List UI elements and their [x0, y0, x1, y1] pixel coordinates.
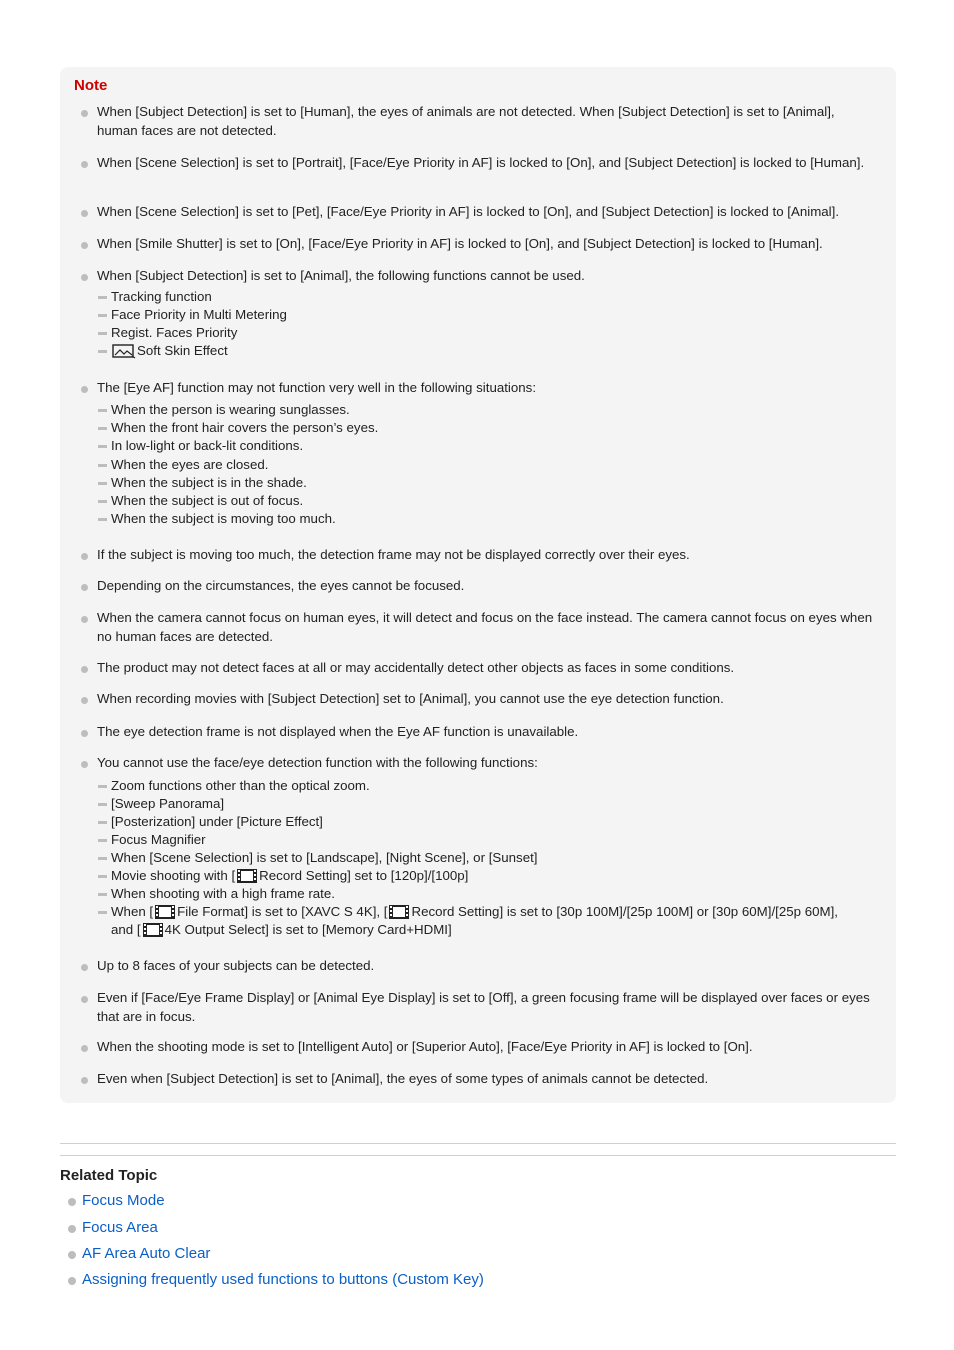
sub-item: When the subject is in the shade. [111, 474, 881, 492]
related-link-focus-mode[interactable]: Focus Mode [82, 1192, 165, 1209]
note-item: The product may not detect faces at all or may accidentally detect other objects as faces in some conditions. [97, 659, 877, 678]
sub-item: [Posterization] under [Picture Effect] [111, 813, 881, 831]
note-item: The eye detection frame is not displayed when the Eye AF function is unavailable. [97, 723, 877, 742]
related-link-af-area-auto-clear[interactable]: AF Area Auto Clear [82, 1245, 211, 1262]
soft-skin-effect-label: Soft Skin Effect [137, 343, 228, 358]
note-title: Note [74, 77, 108, 94]
sub-item: Movie shooting with [ Record Setting] set to [120p]/[100p] [111, 867, 881, 885]
note-item: When recording movies with [Subject Detection] set to [Animal], you cannot use the eye detection function. [97, 690, 877, 709]
sub-item: When [ File Format] is set to [XAVC S 4K], [ Record Setting] is set to [30p 100M]/[25p 100M] or [30p 60M]/[25p 60M], and [ 4K Output Select] is set to [Memory Card+HDMI] [111, 903, 881, 939]
movie-icon [142, 922, 164, 938]
sub-item: [Sweep Panorama] [111, 795, 881, 813]
sub-item: Focus Magnifier [111, 831, 881, 849]
related-topic-title: Related Topic [60, 1167, 158, 1184]
divider [60, 1155, 896, 1156]
related-link-focus-area[interactable]: Focus Area [82, 1219, 158, 1236]
divider [60, 1143, 896, 1144]
sub-item: In low-light or back-lit conditions. [111, 437, 881, 455]
note-item: When [Scene Selection] is set to [Pet], [Face/Eye Priority in AF] is locked to [On], and [Subject Detection] is locked to [Animal]. [97, 203, 877, 222]
sub-item: When the eyes are closed. [111, 456, 881, 474]
note-item: Up to 8 faces of your subjects can be detected. [97, 957, 877, 976]
note-item: Depending on the circumstances, the eyes cannot be focused. [97, 577, 877, 596]
sub-item [111, 342, 881, 360]
sub-item: When the subject is moving too much. [111, 510, 881, 528]
note-item: If the subject is moving too much, the detection frame may not be displayed correctly over their eyes. [97, 546, 877, 565]
related-link-custom-key[interactable]: Assigning frequently used functions to buttons (Custom Key) [82, 1271, 484, 1288]
movie-icon [388, 904, 410, 920]
sub-item: When the subject is out of focus. [111, 492, 881, 510]
sub-item: Face Priority in Multi Metering [111, 306, 881, 324]
note-item: When [Subject Detection] is set to [Animal], the following functions cannot be used. [97, 267, 877, 286]
note-item: When the camera cannot focus on human eyes, it will detect and focus on the face instead. The camera cannot focus on eyes when no human faces are detected. [97, 609, 877, 646]
sub-item: Tracking function [111, 288, 881, 306]
soft-skin-effect-icon [112, 343, 136, 359]
note-item: When [Smile Shutter] is set to [On], [Face/Eye Priority in AF] is locked to [On], and [Subject Detection] is locked to [Human]. [97, 235, 877, 254]
note-item: Even when [Subject Detection] is set to [Animal], the eyes of some types of animals cannot be detected. [97, 1070, 877, 1089]
sub-item: When shooting with a high frame rate. [111, 885, 881, 903]
sub-item: When [Scene Selection] is set to [Landscape], [Night Scene], or [Sunset] [111, 849, 881, 867]
note-item: The [Eye AF] function may not function very well in the following situations: [97, 379, 877, 398]
sub-item: Regist. Faces Priority [111, 324, 881, 342]
movie-icon [236, 868, 258, 884]
note-item: When [Subject Detection] is set to [Human], the eyes of animals are not detected. When [Subject Detection] is set to [Animal], human faces are not detected. [97, 103, 877, 140]
sub-item: When the person is wearing sunglasses. [111, 401, 881, 419]
note-item: When the shooting mode is set to [Intelligent Auto] or [Superior Auto], [Face/Eye Priority in AF] is locked to [On]. [97, 1038, 877, 1057]
note-item: You cannot use the face/eye detection function with the following functions: [97, 754, 877, 773]
sub-item: When the front hair covers the person’s eyes. [111, 419, 881, 437]
sub-item: Zoom functions other than the optical zoom. [111, 777, 881, 795]
movie-icon [154, 904, 176, 920]
note-item: Even if [Face/Eye Frame Display] or [Animal Eye Display] is set to [Off], a green focusing frame will be displayed over faces or eyes that are in focus. [97, 989, 877, 1026]
note-item: When [Scene Selection] is set to [Portrait], [Face/Eye Priority in AF] is locked to [On], and [Subject Detection] is locked to [Human]. [97, 154, 877, 173]
